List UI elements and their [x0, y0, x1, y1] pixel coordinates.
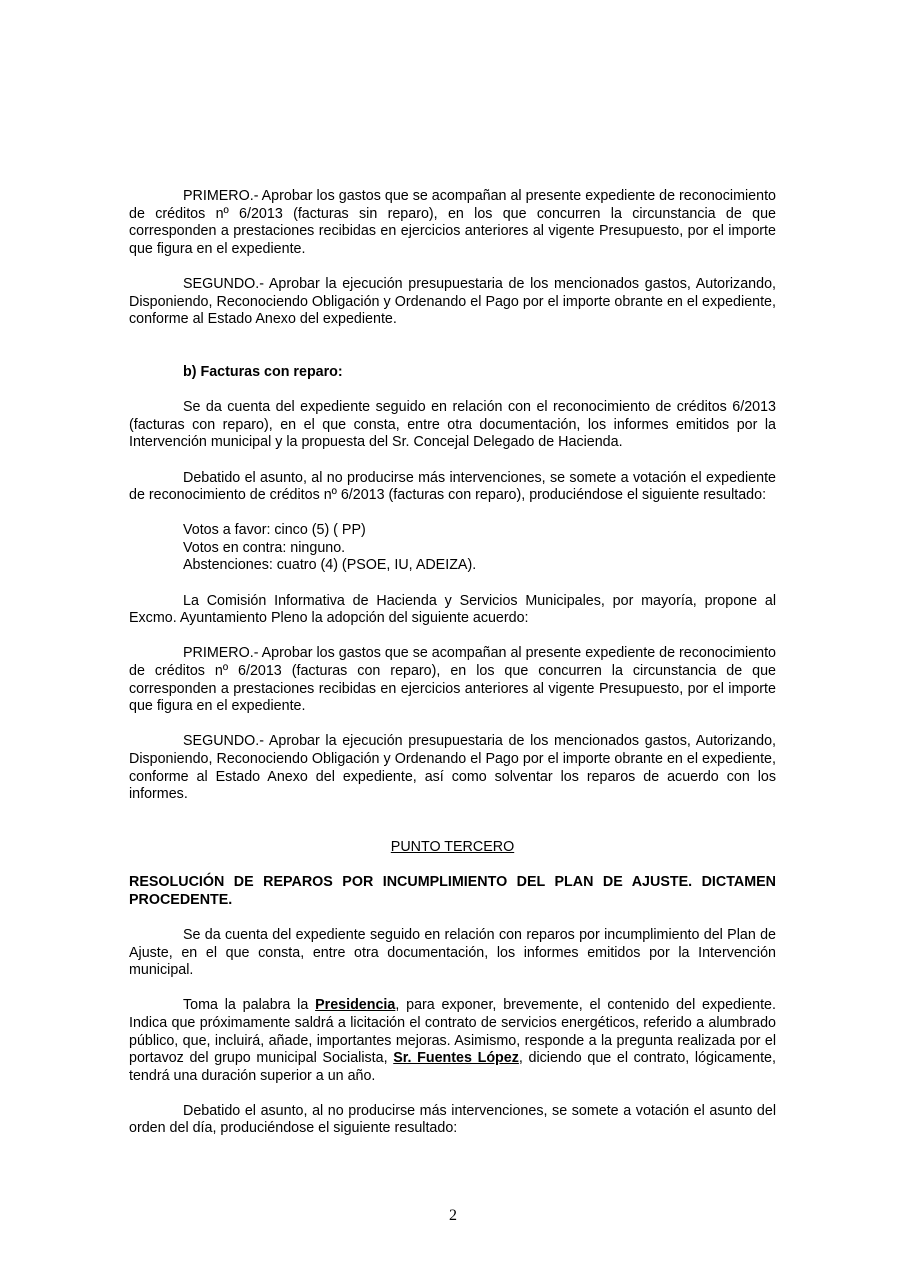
vote-results — [183, 522, 776, 575]
paragraph-primero-sin-reparo: PRIMERO.- Aprobar los gastos que se acompañan al presente expediente de reconocimiento de créditos nº 6/2013 (facturas sin reparo), en los que concurren la circunstancia de que corresponden a prestaciones recibidas en ejercicios anteriores al vigente Presupuesto, por el importe que figura en el expediente. — [129, 188, 776, 257]
paragraph-toma-la-palabra — [129, 997, 776, 1085]
paragraph-segundo-sin-reparo: SEGUNDO.- Aprobar la ejecución presupuestaria de los mencionados gastos, Autorizando, Disponiendo, Reconociendo Obligación y Ordenando el Pago por el importe obrante en el expediente, conforme al Estado Anexo del expediente. — [129, 275, 776, 328]
punto-tercero-heading: PUNTO TERCERO — [390, 838, 515, 855]
paragraph-cuenta-reparos: Se da cuenta del expediente seguido en relación con reparos por incumplimiento del Plan de Ajuste, en el que consta, entre otra documentación, los informes emitidos por la Intervención municipal. — [129, 926, 776, 979]
page-number: 2 — [449, 1207, 457, 1224]
paragraph-primero-con-reparo: PRIMERO.- Aprobar los gastos que se acompañan al presente expediente de reconocimiento de créditos nº 6/2013 (facturas con reparo), en los que concurren la circunstancia de que corresponden a prestaciones recibidas en ejercicios anteriores al vigente Presupuesto, por el importe que figura en el expediente. — [129, 645, 776, 715]
presidencia-name: Presidencia — [315, 997, 396, 1014]
section-heading-facturas-con-reparo: b) Facturas con reparo: — [183, 363, 343, 380]
toma-text-2: , para exponer, brevemente, el contenido del expediente. Indica que próximamente saldrá a licitación el contrato de servicios energéticos, referido a alumbrado público, que, incluirá, añade, importantes mejoras. Asimismo, responde a la pregunta realizada por el portavoz del grupo municipal Socialista, — [129, 997, 776, 1067]
toma-text-1: Toma la palabra la — [183, 997, 316, 1014]
vote-favor: Votos a favor: cinco (5) ( PP) — [183, 522, 366, 539]
resolucion-title: RESOLUCIÓN DE REPAROS POR INCUMPLIMIENTO DEL PLAN DE AJUSTE. DICTAMEN PROCEDENTE. — [129, 874, 776, 908]
vote-abstenciones: Abstenciones: cuatro (4) (PSOE, IU, ADEIZA). — [183, 557, 477, 574]
vote-contra: Votos en contra: ninguno. — [183, 539, 346, 556]
fuentes-lopez-name: Sr. Fuentes López — [393, 1050, 519, 1067]
paragraph-cuenta-con-reparo: Se da cuenta del expediente seguido en relación con el reconocimiento de créditos 6/2013 (facturas con reparo), en el que consta, entre otra documentación, los informes emitidos por la Intervención municipal y la propuesta del Sr. Concejal Delegado de Hacienda. — [129, 399, 776, 451]
paragraph-comision: La Comisión Informativa de Hacienda y Servicios Municipales, por mayoría, propone al Excmo. Ayuntamiento Pleno la adopción del siguiente acuerdo: — [129, 592, 776, 627]
toma-text-3: , diciendo que el contrato, lógicamente, tendrá una duración superior a un año. — [129, 1050, 776, 1084]
paragraph-debatido-con-reparo: Debatido el asunto, al no producirse más intervenciones, se somete a votación el expediente de reconocimiento de créditos nº 6/2013 (facturas con reparo), produciéndose el siguiente resultado: — [129, 469, 776, 504]
document-body — [129, 188, 776, 1156]
paragraph-debatido-orden-del-dia: Debatido el asunto, al no producirse más intervenciones, se somete a votación el asunto del orden del día, produciéndose el siguiente resultado: — [129, 1102, 776, 1137]
paragraph-segundo-con-reparo: SEGUNDO.- Aprobar la ejecución presupuestaria de los mencionados gastos, Autorizando, Disponiendo, Reconociendo Obligación y Ordenando el Pago por el importe obrante en el expediente, conforme al Estado Anexo del expediente, así como solventar los reparos de acuerdo con los informes. — [129, 733, 776, 803]
